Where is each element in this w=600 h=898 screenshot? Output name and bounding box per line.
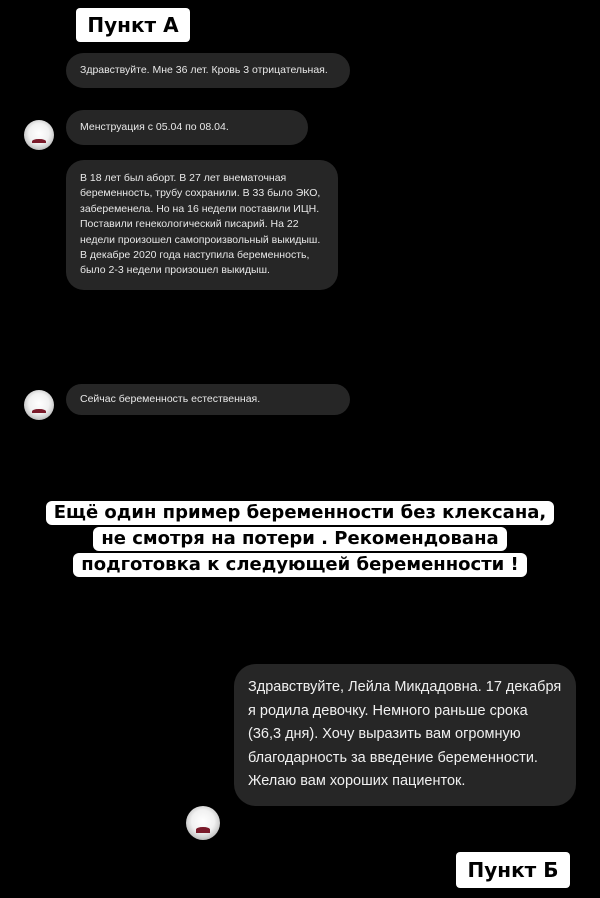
message-bubble	[66, 384, 350, 415]
caption-line: подготовка к следующей беременности !	[73, 553, 526, 577]
message-bubble	[66, 110, 308, 145]
avatar	[24, 120, 54, 150]
label-punkt-a: Пункт А	[76, 8, 190, 42]
message-bubble	[234, 664, 576, 806]
message-text: Сейчас беременность естественная.	[80, 393, 261, 405]
label-punkt-b: Пункт Б	[456, 852, 570, 888]
message-text: Менструация с 05.04 по 08.04.	[80, 121, 229, 133]
message-bubble	[66, 53, 350, 88]
highlight-caption	[0, 500, 600, 578]
message-text: В 18 лет был аборт. В 27 лет внематочная беременность, трубу сохранили. В 33 было ЭКО, забеременела. Но на 16 недели поставили ИЦН. Поставили генекологический писарий. На 22 недели произошел самопроизвольный выкидыш. В декабре 2020 года наступила беременность, было 2-3 недели произошел выкидыш.	[80, 172, 321, 277]
message-bubble	[66, 160, 338, 290]
avatar	[24, 390, 54, 420]
caption-line: не смотря на потери . Рекомендована	[93, 527, 506, 551]
avatar	[186, 806, 220, 840]
message-text: Здравствуйте, Лейла Микдадовна. 17 декабря я родила девочку. Немного раньше срока (36,3 дня). Хочу выразить вам огромную благодарность за введение беременности. Желаю вам хороших пациенток.	[248, 679, 562, 789]
caption-line: Ещё один пример беременности без клексана,	[46, 501, 554, 525]
message-text: Здравствуйте. Мне 36 лет. Кровь 3 отрицательная.	[80, 64, 328, 76]
